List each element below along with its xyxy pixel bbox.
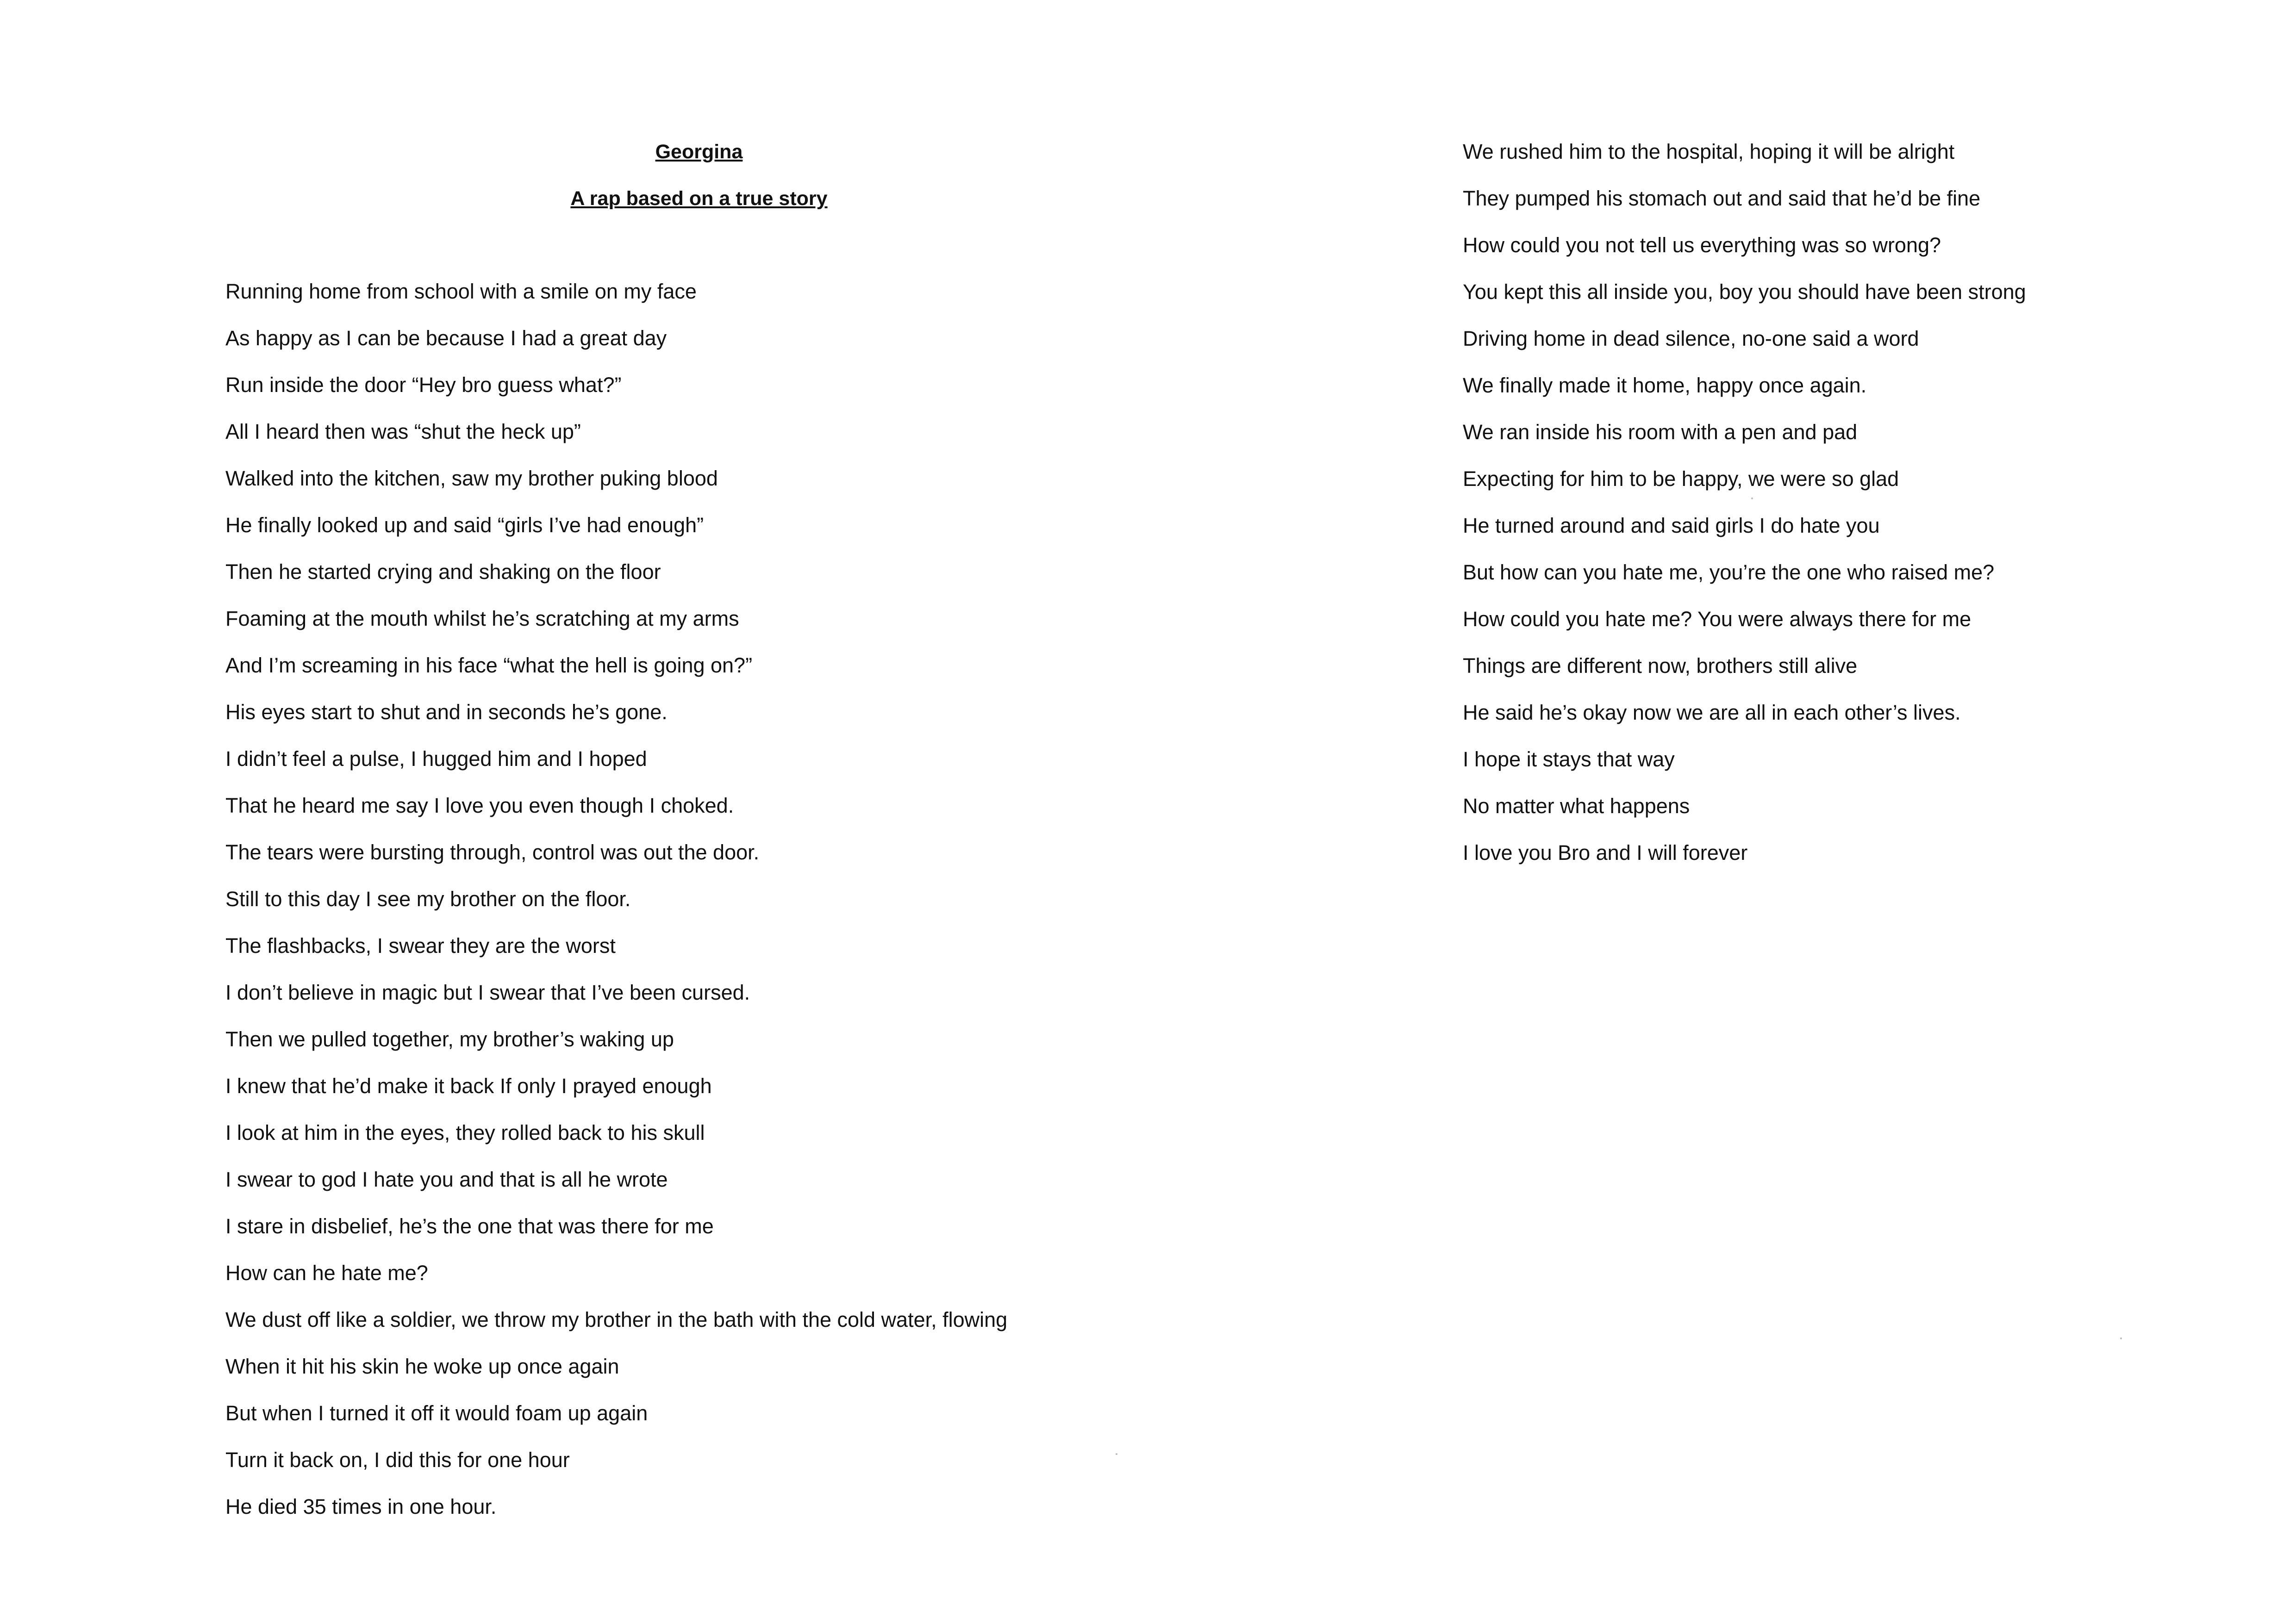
poem-line: We ran inside his room with a pen and pad: [1463, 420, 1858, 444]
poem-line: I love you Bro and I will forever: [1463, 841, 1748, 864]
poem-line: How could you hate me? You were always there for me: [1463, 607, 1972, 631]
poem-line: No matter what happens: [1463, 794, 1690, 818]
poem-line: He turned around and said girls I do hate you: [1463, 514, 1880, 537]
poem-line: I didn’t feel a pulse, I hugged him and I hoped: [225, 747, 647, 771]
poem-line: He finally looked up and said “girls I’ve had enough”: [225, 513, 704, 537]
poem-line: I stare in disbelief, he’s the one that was there for me: [225, 1214, 714, 1238]
poem-line: And I’m screaming in his face “what the hell is going on?”: [225, 653, 753, 677]
poem-line: He died 35 times in one hour.: [225, 1495, 497, 1518]
poem-line: Turn it back on, I did this for one hour: [225, 1448, 570, 1472]
poem-line: We rushed him to the hospital, hoping it will be alright: [1463, 140, 1955, 163]
poem-line: I don’t believe in magic but I swear that I’ve been cursed.: [225, 981, 750, 1004]
scan-speck: [1116, 1453, 1117, 1455]
poem-line: Run inside the door “Hey bro guess what?”: [225, 373, 622, 397]
poem-line: I swear to god I hate you and that is all he wrote: [225, 1168, 668, 1191]
poem-right-column: [1463, 138, 2259, 886]
poem-line: You kept this all inside you, boy you should have been strong: [1463, 280, 2026, 304]
poem-line: The tears were bursting through, control was out the door.: [225, 840, 760, 864]
poem-line: We finally made it home, happy once again.: [1463, 373, 1867, 397]
poem-line: How can he hate me?: [225, 1261, 428, 1285]
poem-line: All I heard then was “shut the heck up”: [225, 420, 581, 443]
poem-line: That he heard me say I love you even though I choked.: [225, 794, 734, 817]
poem-line: Still to this day I see my brother on the floor.: [225, 887, 631, 911]
poem-line: How could you not tell us everything was so wrong?: [1463, 233, 1941, 257]
poem-line: We dust off like a soldier, we throw my brother in the bath with the cold water, flowing: [225, 1308, 1008, 1331]
poem-subtitle: A rap based on a true story: [570, 187, 828, 210]
poem-line: Walked into the kitchen, saw my brother puking blood: [225, 466, 718, 490]
scan-speck: [2120, 1337, 2122, 1339]
poem-left-column: [225, 278, 1290, 1540]
poem-line: As happy as I can be because I had a great day: [225, 326, 667, 350]
poem-line: I look at him in the eyes, they rolled back to his skull: [225, 1121, 705, 1144]
poem-line: Running home from school with a smile on my face: [225, 280, 697, 303]
poem-line: Expecting for him to be happy, we were so glad: [1463, 467, 1899, 491]
poem-line: His eyes start to shut and in seconds he’s gone.: [225, 700, 668, 724]
poem-line: Driving home in dead silence, no-one said a word: [1463, 327, 1919, 350]
poem-line: He said he’s okay now we are all in each other’s lives.: [1463, 701, 1961, 724]
poem-line: Then we pulled together, my brother’s waking up: [225, 1027, 674, 1051]
poem-line: When it hit his skin he woke up once again: [225, 1355, 619, 1378]
poem-line: I hope it stays that way: [1463, 747, 1675, 771]
poem-line: Things are different now, brothers still alive: [1463, 654, 1858, 678]
poem-line: The flashbacks, I swear they are the worst: [225, 934, 616, 958]
poem-line: They pumped his stomach out and said that he’d be fine: [1463, 187, 1981, 210]
poem-line: But how can you hate me, you’re the one who raised me?: [1463, 560, 1995, 584]
poem-line: But when I turned it off it would foam up again: [225, 1401, 648, 1425]
poem-line: Foaming at the mouth whilst he’s scratching at my arms: [225, 607, 739, 630]
scan-speck: [1751, 497, 1753, 499]
poem-line: I knew that he’d make it back If only I prayed enough: [225, 1074, 712, 1098]
poem-line: Then he started crying and shaking on the floor: [225, 560, 661, 584]
poem-title: Georgina: [655, 141, 743, 163]
